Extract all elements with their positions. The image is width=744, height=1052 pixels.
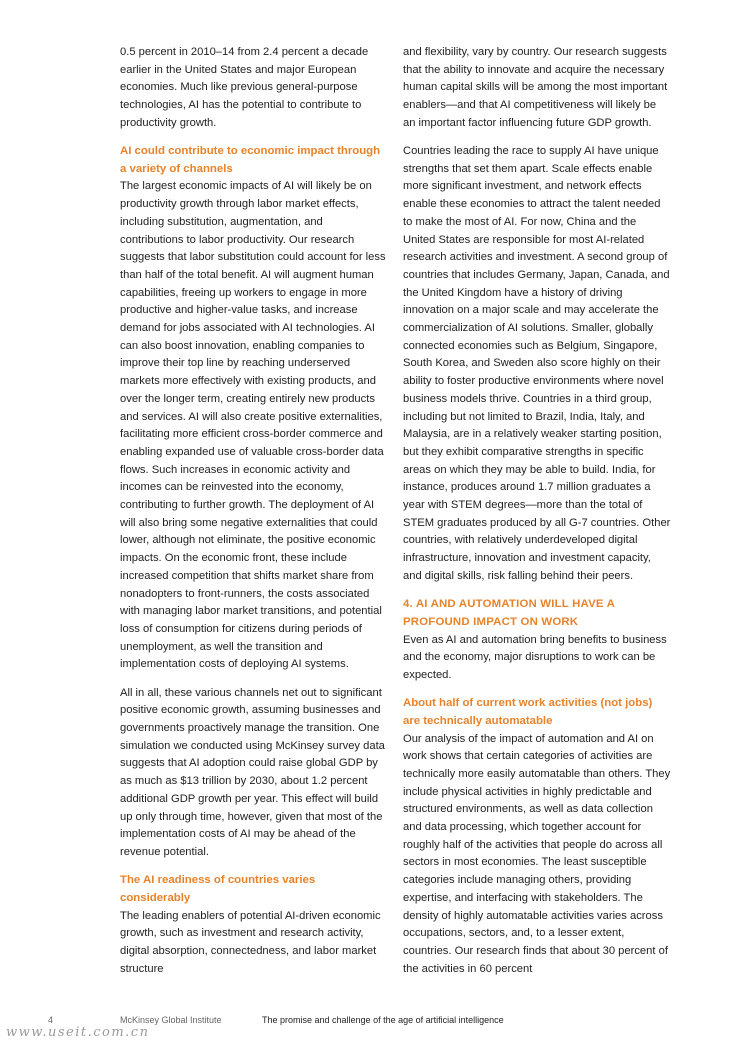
right-paragraph-3: Even as AI and automation bring benefits to business and the economy, major disruptions to work can be expected. xyxy=(403,633,667,681)
right-paragraph-4: Our analysis of the impact of automation and AI on work shows that certain categories of activities are technically more easily automatable than others. They include physical activities in highly predictable and structured environments, as well as data collection and data processing, which together account for roughly half of the activities that people do across all sectors in most economies. The least susceptible categories include managing others, providing expertise, and interfacing with stakeholders. The density of highly automatable activities varies across occupations, sectors, and, to a lesser extent, countries. Our research finds that about 30 percent of the activities in 60 percent xyxy=(403,732,671,975)
right-heading-section-4: 4. AI AND AUTOMATION WILL HAVE A PROFOUND IMPACT ON WORK xyxy=(403,598,615,628)
publisher-name: McKinsey Global Institute xyxy=(120,1015,222,1025)
document-title: The promise and challenge of the age of artificial intelligence xyxy=(262,1015,504,1025)
watermark: www.useit.com.cn xyxy=(6,1025,150,1040)
page-number: 4 xyxy=(48,1015,54,1025)
right-heading-automatable: About half of current work activities (not jobs) are technically automatable xyxy=(403,697,653,727)
right-paragraph-2: Countries leading the race to supply AI have unique strengths that set them apart. Scale effects enable more significant investment, and network effects enable these economies to attract the talent needed to make the most of AI. For now, China and the United States are responsible for most AI-related research activities and investment. A second group of countries that includes Germany, Japan, Canada, and the United Kingdom have a history of driving innovation on a major scale and may accelerate the commercialization of AI solutions. Smaller, globally connected economies such as Belgium, Singapore, South Korea, and Sweden also score highly on their ability to foster productive environments where novel business models thrive. Countries in a third group, including but not limited to Brazil, India, Italy, and Malaysia, are in a relatively weaker starting position, but they exhibit comparative strengths in specific areas on which they may be able to build. India, for instance, produces around 1.7 million graduates a year with STEM degrees—more than the total of STEM graduates produced by all G-7 countries. Other countries, with relatively underdeveloped digital infrastructure, innovation and investment capacity, and digital skills, risk falling behind their peers. xyxy=(403,145,671,582)
right-column xyxy=(403,44,671,978)
left-paragraph-2: The largest economic impacts of AI will likely be on productivity growth through labor market effects, including substitution, augmentation, and contributions to labor productivity. Our research suggests that labor substitution could account for less than half of the total benefit. AI will augment human capabilities, freeing up workers to engage in more productive and higher-value tasks, and increase demand for jobs associated with AI technologies. AI can also boost innovation, enabling companies to improve their top line by reaching underserved markets more effectively with existing products, and over the longer term, creating entirely new products and services. AI will also create positive externalities, facilitating more efficient cross-border commerce and enabling expanded use of valuable cross-border data flows. Such increases in economic activity and incomes can be reinvested into the economy, contributing to further growth. The deployment of AI will also bring some negative externalities that could lower, although not eliminate, the positive economic impacts. On the economic front, these include increased competition that shifts market share from nonadopters to front-runners, the costs associated with managing labor market transitions, and potential loss of consumption for citizens during periods of unemployment, as well the transition and implementation costs of deploying AI systems. xyxy=(120,180,386,671)
right-paragraph-1: and flexibility, vary by country. Our research suggests that the ability to innovate and acquire the necessary human capital skills will be among the most important enablers—and that AI competitiveness will likely be an important factor influencing future GDP growth. xyxy=(403,46,668,129)
left-paragraph-3: All in all, these various channels net out to significant positive economic growth, assuming businesses and governments proactively manage the transition. One simulation we conducted using McKinsey survey data suggests that AI adoption could raise global GDP by as much as $13 trillion by 2030, about 1.2 percent additional GDP growth per year. This effect will build up only through time, however, given that most of the implementation costs of AI may be ahead of the revenue potential. xyxy=(120,686,385,858)
left-paragraph-4: The leading enablers of potential AI-driven economic growth, such as investment and research activity, digital absorption, connectedness, and labor market structure xyxy=(120,909,381,975)
left-column xyxy=(120,44,388,978)
left-heading-economic-impact: AI could contribute to economic impact through a variety of channels xyxy=(120,145,381,175)
left-paragraph-1: 0.5 percent in 2010–14 from 2.4 percent a decade earlier in the United States and major European economies. Much like previous general-purpose technologies, AI has the potential to contribute to productivity growth. xyxy=(120,46,369,129)
left-heading-ai-readiness: The AI readiness of countries varies considerably xyxy=(120,874,316,904)
